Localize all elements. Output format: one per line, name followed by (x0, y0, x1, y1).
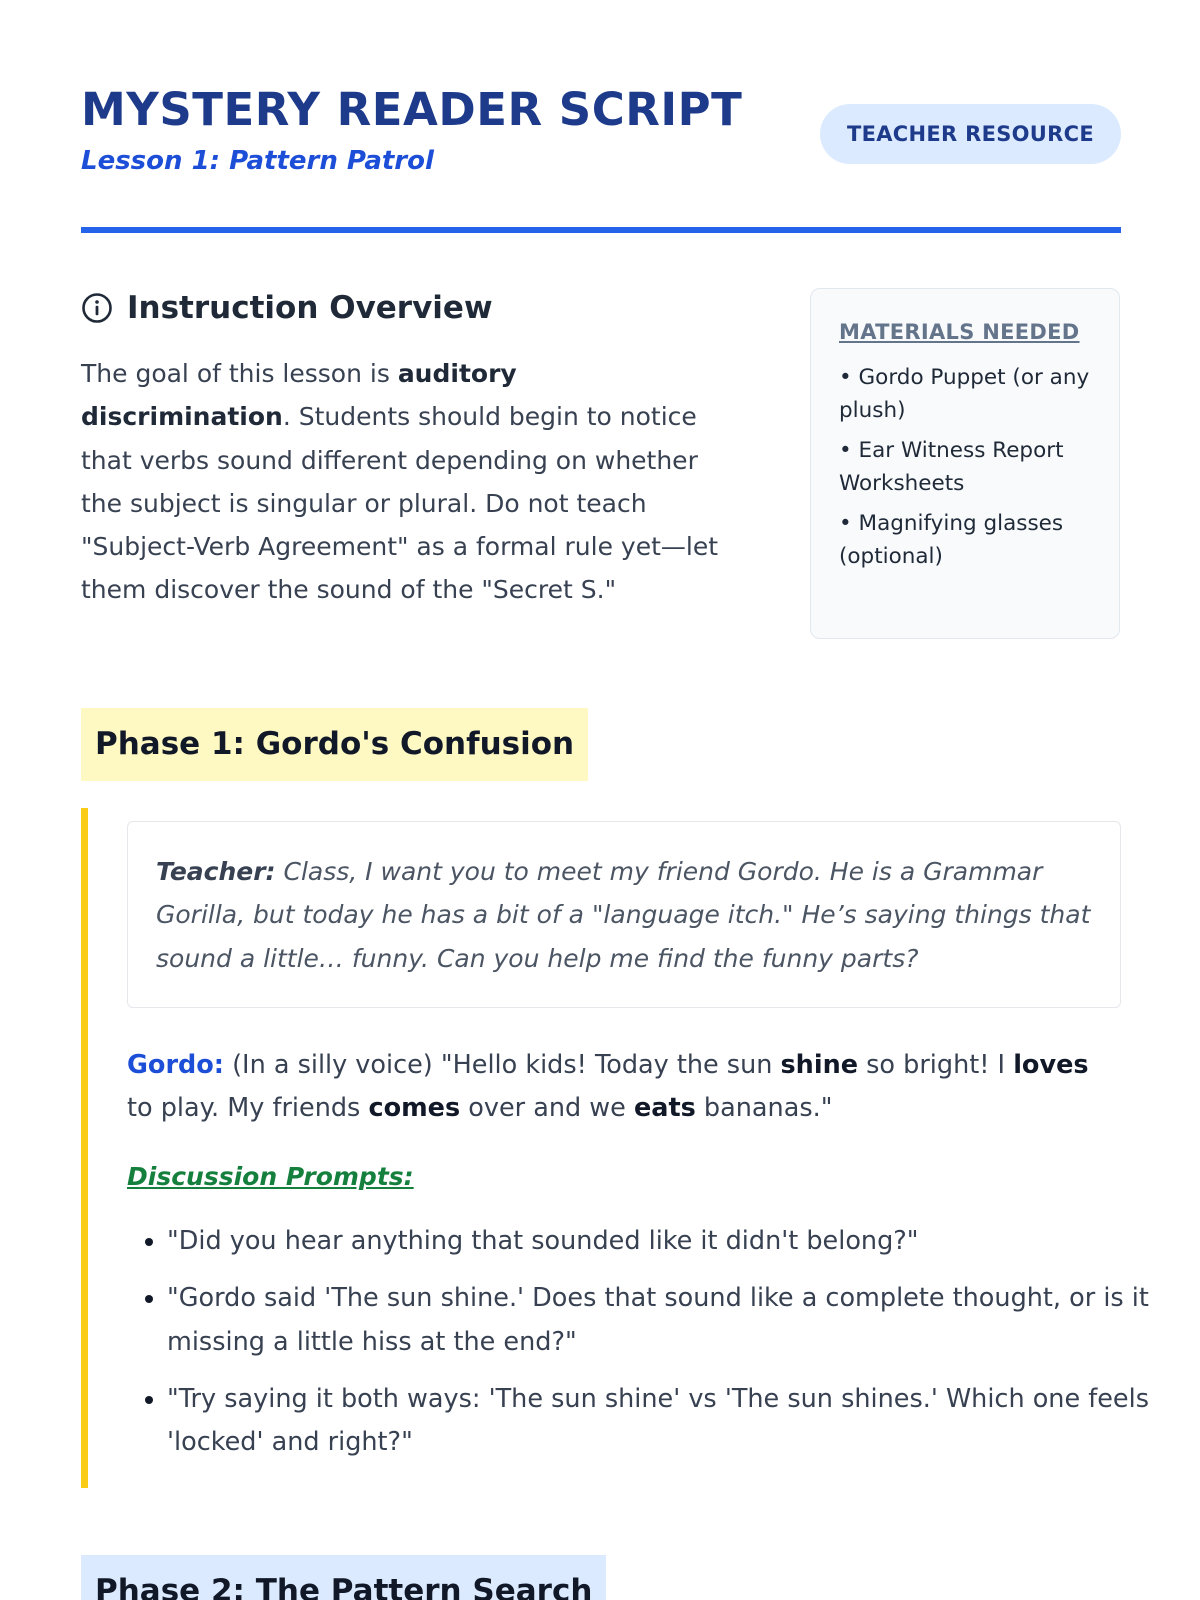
teacher-line: Class, I want you to meet my friend Gordo. He is a Grammar Gorilla, but today he has a bit of a "language itch." He’s saying things that sound a little… funny. Can you help me find the funny parts? (156, 857, 1091, 973)
materials-item: • Gordo Puppet (or any plush) (839, 365, 1090, 423)
gordo-verb: eats (633, 1093, 696, 1124)
materials-list (839, 361, 1091, 573)
gordo-line (127, 1044, 1121, 1131)
overview-heading-text: Instruction Overview (127, 290, 493, 326)
discussion-prompt: • "Gordo said 'The sun shine.' Does that sound like a complete thought, or is it missing a little hiss at the end?" (167, 1277, 1161, 1364)
materials-heading: MATERIALS NEEDED (839, 320, 1080, 344)
phase-2-heading: Phase 2: The Pattern Search (81, 1555, 606, 1600)
gordo-verb: loves (1013, 1050, 1089, 1080)
page-header (81, 84, 1121, 178)
phase-1-body (81, 808, 1149, 1488)
page-title: MYSTERY READER SCRIPT (81, 83, 743, 136)
gordo-text: bananas." (695, 1093, 833, 1124)
materials-item: • Magnifying glasses (optional) (839, 511, 1064, 569)
lesson-subtitle: Lesson 1: Pattern Patrol (81, 146, 434, 176)
teacher-speaker-label: Teacher: (156, 857, 276, 886)
gordo-text: to play. My friends (127, 1093, 369, 1124)
gordo-text: over and we (460, 1093, 634, 1124)
header-divider (81, 227, 1121, 233)
overview-text-start: The goal of this lesson is (81, 359, 398, 388)
gordo-verb: comes (368, 1093, 461, 1124)
teacher-script-box (127, 821, 1121, 1008)
materials-card (810, 288, 1120, 639)
instruction-overview (81, 288, 731, 612)
gordo-verb: shine (780, 1050, 859, 1080)
discussion-prompts-list (127, 1220, 1161, 1478)
phase-1-accent-bar (81, 808, 88, 1488)
discussion-prompts-heading: Discussion Prompts: (127, 1162, 414, 1191)
gordo-speaker-label: Gordo: (127, 1050, 224, 1080)
info-circle-icon (81, 292, 113, 324)
materials-item: • Ear Witness Report Worksheets (839, 438, 1064, 496)
overview-heading (81, 288, 731, 328)
gordo-text: so bright! I (858, 1050, 1014, 1080)
overview-text-emphasis: auditory discrimination (81, 359, 517, 432)
overview-text-end: . Students should begin to notice that verbs sound different depending on whether the subject is singular or plural. Do not teach "Subject-Verb Agreement" as a formal rule yet—let them discover the sound of the "Secret S." (81, 402, 718, 605)
overview-text (81, 352, 731, 612)
teacher-resource-badge: TEACHER RESOURCE (820, 104, 1121, 164)
discussion-prompt: • "Try saying it both ways: 'The sun shine' vs 'The sun shines.' Which one feels 'locked' and right?" (167, 1378, 1161, 1465)
phase-1-heading: Phase 1: Gordo's Confusion (81, 708, 588, 781)
discussion-prompt: • "Did you hear anything that sounded like it didn't belong?" (167, 1220, 1161, 1263)
gordo-text: (In a silly voice) "Hello kids! Today the sun (224, 1050, 781, 1080)
